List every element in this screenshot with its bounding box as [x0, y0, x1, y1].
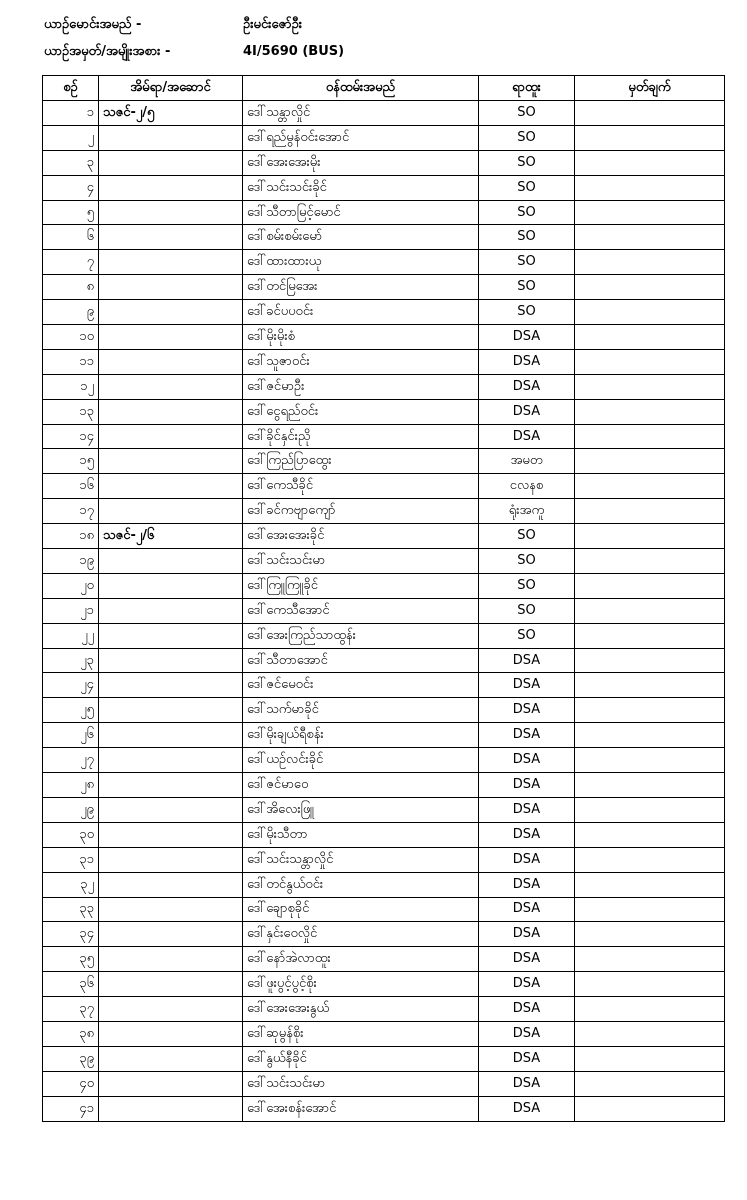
- position-cell: DSA: [479, 872, 575, 897]
- position-cell: အမတ: [479, 449, 575, 474]
- staff-name-cell: ဒေါ်ကြည်ပြာထွေး: [243, 449, 479, 474]
- table-header-row: [43, 76, 725, 101]
- staff-name-cell: ဒေါ်တင်မြအေး: [243, 275, 479, 300]
- serial-number-cell: ၁၉: [43, 549, 99, 574]
- housing-cell: [99, 947, 243, 972]
- staff-name-cell: ဒေါ်စမ်းစမ်းမော်: [243, 225, 479, 250]
- table-row: [43, 300, 725, 325]
- serial-number-cell: ၃၁: [43, 847, 99, 872]
- serial-number-cell: ၁၄: [43, 424, 99, 449]
- position-cell: DSA: [479, 349, 575, 374]
- housing-cell: [99, 250, 243, 275]
- housing-cell: [99, 897, 243, 922]
- serial-number-cell: ၁၂: [43, 374, 99, 399]
- remark-cell: [575, 449, 725, 474]
- serial-number-cell: ၄၁: [43, 1096, 99, 1121]
- remark-cell: [575, 797, 725, 822]
- staff-name-cell: ဒေါ်ဖူးပွင့်ပွင့်စိုး: [243, 972, 479, 997]
- serial-number-cell: ၁၆: [43, 474, 99, 499]
- housing-cell: [99, 374, 243, 399]
- position-cell: DSA: [479, 1046, 575, 1071]
- remark-cell: [575, 424, 725, 449]
- remark-cell: [575, 598, 725, 623]
- table-row: [43, 125, 725, 150]
- serial-number-cell: ၂၆: [43, 723, 99, 748]
- staff-name-cell: ဒေါ်မိုးချယ်ရီစန်း: [243, 723, 479, 748]
- staff-name-cell: ဒေါ်ချောစုခိုင်: [243, 897, 479, 922]
- table-row: [43, 250, 725, 275]
- serial-number-cell: ၄: [43, 175, 99, 200]
- remark-cell: [575, 150, 725, 175]
- table-row: [43, 922, 725, 947]
- column-header-housing: အိမ်ရာ/အဆောင်: [99, 76, 243, 101]
- staff-name-cell: ဒေါ်ဇင်မာဦး: [243, 374, 479, 399]
- table-row: [43, 325, 725, 350]
- remark-cell: [575, 1096, 725, 1121]
- driver-name-label: ယာဉ်မောင်းအမည် -: [44, 17, 142, 32]
- table-row: [43, 822, 725, 847]
- position-cell: DSA: [479, 673, 575, 698]
- housing-cell: [99, 822, 243, 847]
- staff-name-cell: ဒေါ်အေးကြည်သာထွန်း: [243, 623, 479, 648]
- table-row: [43, 723, 725, 748]
- position-cell: SO: [479, 573, 575, 598]
- staff-name-cell: ဒေါ်ကြူကြူခိုင်: [243, 573, 479, 598]
- position-cell: SO: [479, 275, 575, 300]
- remark-cell: [575, 474, 725, 499]
- serial-number-cell: ၃၆: [43, 972, 99, 997]
- table-row: [43, 573, 725, 598]
- position-cell: DSA: [479, 897, 575, 922]
- remark-cell: [575, 549, 725, 574]
- table-row: [43, 349, 725, 374]
- remark-cell: [575, 573, 725, 598]
- staff-name-cell: ဒေါ်ရည်မွန်ဝင်းအောင်: [243, 125, 479, 150]
- staff-name-cell: ဒေါ်အေးအေးခိုင်: [243, 524, 479, 549]
- position-cell: SO: [479, 101, 575, 126]
- housing-cell: [99, 573, 243, 598]
- housing-cell: [99, 449, 243, 474]
- remark-cell: [575, 300, 725, 325]
- housing-cell: [99, 399, 243, 424]
- serial-number-cell: ၁၇: [43, 499, 99, 524]
- vehicle-label: ယာဉ်အမှတ်/အမျိုးအစား -: [44, 44, 171, 59]
- remark-cell: [575, 499, 725, 524]
- position-cell: DSA: [479, 424, 575, 449]
- table-row: [43, 797, 725, 822]
- serial-number-cell: ၇: [43, 250, 99, 275]
- table-row: [43, 997, 725, 1022]
- serial-number-cell: ၁၅: [43, 449, 99, 474]
- position-cell: SO: [479, 598, 575, 623]
- table-row: [43, 897, 725, 922]
- table-row: [43, 972, 725, 997]
- remark-cell: [575, 748, 725, 773]
- position-cell: DSA: [479, 374, 575, 399]
- staff-name-cell: ဒေါ်အေးအေးမိုး: [243, 150, 479, 175]
- staff-name-cell: ဒေါ်မိုးသီတာ: [243, 822, 479, 847]
- remark-cell: [575, 524, 725, 549]
- remark-cell: [575, 773, 725, 798]
- serial-number-cell: ၁၁: [43, 349, 99, 374]
- serial-number-cell: ၁၃: [43, 399, 99, 424]
- table-row: [43, 872, 725, 897]
- staff-name-cell: ဒေါ်အိလေးဖြူ: [243, 797, 479, 822]
- staff-name-cell: ဒေါ်နော်အဲလာထူး: [243, 947, 479, 972]
- position-cell: DSA: [479, 773, 575, 798]
- remark-cell: [575, 822, 725, 847]
- table-row: [43, 1096, 725, 1121]
- housing-cell: [99, 598, 243, 623]
- housing-cell: [99, 723, 243, 748]
- driver-name-value: ဦးမင်းဇော်ဦး: [243, 17, 303, 32]
- remark-cell: [575, 1046, 725, 1071]
- housing-cell: သဇင်-၂/၅: [99, 101, 243, 126]
- serial-number-cell: ၁၈: [43, 524, 99, 549]
- position-cell: SO: [479, 150, 575, 175]
- vehicle-value: 4I/5690 (BUS): [243, 44, 345, 59]
- table-row: [43, 424, 725, 449]
- housing-cell: [99, 300, 243, 325]
- staff-roster-table: [42, 75, 725, 1122]
- position-cell: SO: [479, 549, 575, 574]
- position-cell: ငလနစ: [479, 474, 575, 499]
- serial-number-cell: ၂၃: [43, 648, 99, 673]
- serial-number-cell: ၉: [43, 300, 99, 325]
- staff-name-cell: ဒေါ်သူဇာဝင်း: [243, 349, 479, 374]
- housing-cell: [99, 150, 243, 175]
- remark-cell: [575, 225, 725, 250]
- serial-number-cell: ၅: [43, 200, 99, 225]
- table-row: [43, 673, 725, 698]
- table-row: [43, 847, 725, 872]
- remark-cell: [575, 125, 725, 150]
- remark-cell: [575, 200, 725, 225]
- remark-cell: [575, 847, 725, 872]
- staff-name-cell: ဒေါ်သန္တာလှိုင်: [243, 101, 479, 126]
- staff-name-cell: ဒေါ်အေးစန်းအောင်: [243, 1096, 479, 1121]
- staff-name-cell: ဒေါ်ဇင်မာဝေ: [243, 773, 479, 798]
- column-header-remark: မှတ်ချက်: [575, 76, 725, 101]
- housing-cell: [99, 225, 243, 250]
- table-row: [43, 1021, 725, 1046]
- position-cell: ရုံးအကူ: [479, 499, 575, 524]
- position-cell: SO: [479, 524, 575, 549]
- staff-name-cell: ဒေါ်သက်မာခိုင်: [243, 698, 479, 723]
- position-cell: DSA: [479, 1096, 575, 1121]
- housing-cell: [99, 847, 243, 872]
- serial-number-cell: ၄၀: [43, 1071, 99, 1096]
- housing-cell: [99, 200, 243, 225]
- staff-name-cell: ဒေါ်မိုးမိုးစံ: [243, 325, 479, 350]
- staff-name-cell: ဒေါ်ဇင်မေဝင်း: [243, 673, 479, 698]
- housing-cell: [99, 997, 243, 1022]
- position-cell: DSA: [479, 1071, 575, 1096]
- staff-name-cell: ဒေါ်ဆုမွန်စိုး: [243, 1021, 479, 1046]
- table-row: [43, 598, 725, 623]
- serial-number-cell: ၂၈: [43, 773, 99, 798]
- staff-name-cell: ဒေါ်တင်နွယ်ဝင်း: [243, 872, 479, 897]
- position-cell: DSA: [479, 922, 575, 947]
- remark-cell: [575, 698, 725, 723]
- remark-cell: [575, 872, 725, 897]
- serial-number-cell: ၂၀: [43, 573, 99, 598]
- serial-number-cell: ၃၇: [43, 997, 99, 1022]
- table-row: [43, 947, 725, 972]
- table-body: [43, 101, 725, 1122]
- housing-cell: သဇင်-၂/၆: [99, 524, 243, 549]
- housing-cell: [99, 623, 243, 648]
- remark-cell: [575, 250, 725, 275]
- staff-name-cell: ဒေါ်ထားထားယု: [243, 250, 479, 275]
- serial-number-cell: ၃: [43, 150, 99, 175]
- housing-cell: [99, 1096, 243, 1121]
- position-cell: SO: [479, 623, 575, 648]
- staff-name-cell: ဒေါ်ယဉ်လင်းခိုင်: [243, 748, 479, 773]
- position-cell: DSA: [479, 723, 575, 748]
- serial-number-cell: ၃၀: [43, 822, 99, 847]
- staff-name-cell: ဒေါ်ကေသီခိုင်: [243, 474, 479, 499]
- housing-cell: [99, 175, 243, 200]
- serial-number-cell: ၂၂: [43, 623, 99, 648]
- serial-number-cell: ၂: [43, 125, 99, 150]
- housing-cell: [99, 1021, 243, 1046]
- housing-cell: [99, 275, 243, 300]
- table-row: [43, 623, 725, 648]
- staff-name-cell: ဒေါ်သင်းသင်းမာ: [243, 549, 479, 574]
- table-row: [43, 748, 725, 773]
- housing-cell: [99, 325, 243, 350]
- position-cell: SO: [479, 250, 575, 275]
- remark-cell: [575, 947, 725, 972]
- remark-cell: [575, 374, 725, 399]
- serial-number-cell: ၃၂: [43, 872, 99, 897]
- position-cell: DSA: [479, 698, 575, 723]
- housing-cell: [99, 1046, 243, 1071]
- staff-name-cell: ဒေါ်အေးအေးနွယ်: [243, 997, 479, 1022]
- table-row: [43, 399, 725, 424]
- table-row: [43, 275, 725, 300]
- table-row: [43, 175, 725, 200]
- housing-cell: [99, 773, 243, 798]
- housing-cell: [99, 972, 243, 997]
- table-row: [43, 1046, 725, 1071]
- position-cell: DSA: [479, 797, 575, 822]
- position-cell: SO: [479, 225, 575, 250]
- housing-cell: [99, 872, 243, 897]
- remark-cell: [575, 673, 725, 698]
- position-cell: SO: [479, 300, 575, 325]
- remark-cell: [575, 175, 725, 200]
- staff-name-cell: ဒေါ်နှင်းဝေလှိုင်: [243, 922, 479, 947]
- housing-cell: [99, 922, 243, 947]
- table-row: [43, 773, 725, 798]
- position-cell: DSA: [479, 947, 575, 972]
- serial-number-cell: ၂၅: [43, 698, 99, 723]
- serial-number-cell: ၃၈: [43, 1021, 99, 1046]
- serial-number-cell: ၁၀: [43, 325, 99, 350]
- column-header-position: ရာထူး: [479, 76, 575, 101]
- staff-name-cell: ဒေါ်ငွေရည်ဝင်း: [243, 399, 479, 424]
- serial-number-cell: ၃၃: [43, 897, 99, 922]
- table-row: [43, 225, 725, 250]
- serial-number-cell: ၂၇: [43, 748, 99, 773]
- remark-cell: [575, 997, 725, 1022]
- housing-cell: [99, 424, 243, 449]
- serial-number-cell: ၂၄: [43, 673, 99, 698]
- staff-name-cell: ဒေါ်သင်းသင်းမာ: [243, 1071, 479, 1096]
- position-cell: DSA: [479, 1021, 575, 1046]
- table-row: [43, 200, 725, 225]
- housing-cell: [99, 648, 243, 673]
- position-cell: SO: [479, 125, 575, 150]
- column-header-staff-name: ဝန်ထမ်းအမည်: [243, 76, 479, 101]
- staff-name-cell: ဒေါ်ကေသီအောင်: [243, 598, 479, 623]
- position-cell: SO: [479, 175, 575, 200]
- staff-name-cell: ဒေါ်သင်းသန္တာလှိုင်: [243, 847, 479, 872]
- remark-cell: [575, 1071, 725, 1096]
- table-row: [43, 499, 725, 524]
- remark-cell: [575, 648, 725, 673]
- staff-name-cell: ဒေါ်ခင်ပပဝင်း: [243, 300, 479, 325]
- table-row: [43, 474, 725, 499]
- table-row: [43, 549, 725, 574]
- position-cell: DSA: [479, 822, 575, 847]
- position-cell: DSA: [479, 748, 575, 773]
- housing-cell: [99, 797, 243, 822]
- serial-number-cell: ၂၉: [43, 797, 99, 822]
- housing-cell: [99, 474, 243, 499]
- column-header-serial: စဉ်: [43, 76, 99, 101]
- remark-cell: [575, 972, 725, 997]
- remark-cell: [575, 275, 725, 300]
- remark-cell: [575, 1021, 725, 1046]
- remark-cell: [575, 922, 725, 947]
- remark-cell: [575, 349, 725, 374]
- housing-cell: [99, 673, 243, 698]
- serial-number-cell: ၂၁: [43, 598, 99, 623]
- staff-name-cell: ဒေါ်ခိုင်နှင်းညို: [243, 424, 479, 449]
- remark-cell: [575, 623, 725, 648]
- serial-number-cell: ၃၄: [43, 922, 99, 947]
- housing-cell: [99, 748, 243, 773]
- position-cell: DSA: [479, 325, 575, 350]
- position-cell: DSA: [479, 399, 575, 424]
- remark-cell: [575, 399, 725, 424]
- table-row: [43, 1071, 725, 1096]
- table-row: [43, 648, 725, 673]
- staff-name-cell: ဒေါ်သင်းသင်းခိုင်: [243, 175, 479, 200]
- serial-number-cell: ၈: [43, 275, 99, 300]
- position-cell: DSA: [479, 972, 575, 997]
- position-cell: DSA: [479, 847, 575, 872]
- remark-cell: [575, 723, 725, 748]
- position-cell: DSA: [479, 648, 575, 673]
- remark-cell: [575, 101, 725, 126]
- housing-cell: [99, 125, 243, 150]
- remark-cell: [575, 325, 725, 350]
- staff-name-cell: ဒေါ်ခင်ကဗျာကျော်: [243, 499, 479, 524]
- table-row: [43, 374, 725, 399]
- remark-cell: [575, 897, 725, 922]
- position-cell: DSA: [479, 997, 575, 1022]
- table-row: [43, 524, 725, 549]
- staff-name-cell: ဒေါ်သီတာအောင်: [243, 648, 479, 673]
- table-row: [43, 150, 725, 175]
- housing-cell: [99, 698, 243, 723]
- table-row: [43, 449, 725, 474]
- staff-name-cell: ဒေါ်သီတာမြင့်မောင်: [243, 200, 479, 225]
- table-row: [43, 101, 725, 126]
- serial-number-cell: ၁: [43, 101, 99, 126]
- serial-number-cell: ၆: [43, 225, 99, 250]
- serial-number-cell: ၃၅: [43, 947, 99, 972]
- staff-name-cell: ဒေါ်နွယ်နီခိုင်: [243, 1046, 479, 1071]
- housing-cell: [99, 349, 243, 374]
- housing-cell: [99, 549, 243, 574]
- table-row: [43, 698, 725, 723]
- position-cell: SO: [479, 200, 575, 225]
- serial-number-cell: ၃၉: [43, 1046, 99, 1071]
- housing-cell: [99, 499, 243, 524]
- housing-cell: [99, 1071, 243, 1096]
